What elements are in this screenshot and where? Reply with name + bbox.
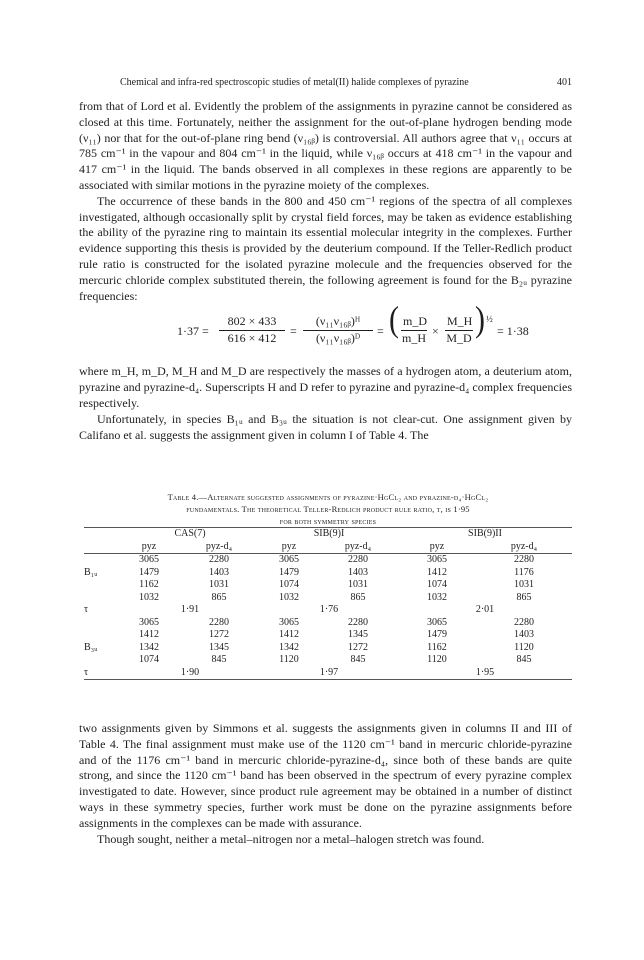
eq-close-paren: ) [475, 299, 485, 340]
group-header-cas7: CAS(7) [174, 528, 206, 539]
table-row [84, 579, 572, 592]
table-cell: 2280 [209, 554, 229, 565]
table-cell: 1031 [514, 579, 534, 590]
table-cell: 2280 [514, 616, 534, 628]
tau-label: τ [84, 666, 89, 678]
table-cell: 1031 [348, 579, 368, 590]
eq-frac1-den: 616 × 412 [227, 331, 277, 346]
tau-value: 1·91 [180, 604, 200, 615]
eq-fraction-4 [445, 314, 473, 347]
eq-equals-2: = [377, 324, 384, 339]
table-cell: 3065 [427, 616, 447, 628]
table-cell: 2280 [348, 554, 368, 565]
table-row [84, 642, 572, 655]
eq-lhs: 1·37 = [177, 324, 209, 339]
table-cell: 1032 [279, 591, 299, 603]
table-caption [84, 491, 572, 527]
sub-header: pyz-d₄ [344, 540, 372, 552]
table-cell: 865 [211, 591, 227, 603]
table-cell: 1345 [209, 641, 229, 653]
tau-value: 1·97 [319, 666, 339, 678]
table-cell: 865 [516, 591, 532, 603]
table-row [84, 629, 572, 642]
table-cell: 1479 [427, 629, 447, 640]
running-title: Chemical and infra-red spectroscopic studies of metal(II) halide complexes of pyrazine [120, 77, 469, 88]
table-cell: 845 [516, 654, 532, 665]
sub-header: pyz [281, 540, 297, 552]
body-text-continued [79, 721, 572, 847]
table-row [84, 567, 572, 580]
table-cell: 1479 [279, 566, 299, 578]
eq-frac4-num: M_H [445, 314, 473, 331]
table-cell: 1162 [427, 641, 447, 653]
table-cell: 1403 [348, 566, 368, 578]
table-cell: 865 [350, 591, 366, 603]
table-cell: 845 [350, 654, 366, 665]
table-row [84, 617, 572, 630]
table-row [84, 592, 572, 605]
eq-frac4-den: M_D [446, 331, 472, 346]
table-cell: 1032 [427, 591, 447, 603]
table-cell: 1176 [514, 566, 534, 578]
table-cell: 1479 [139, 566, 159, 578]
table-cell: 1074 [427, 579, 447, 590]
table-cell: 1162 [139, 579, 159, 590]
species-label: B₁ᵤ [84, 566, 98, 578]
sub-header: pyz-d₄ [205, 540, 233, 552]
table-cell: 2280 [348, 616, 368, 628]
table-cell: 1412 [279, 629, 299, 640]
paragraph-1: from that of Lord et al. Evidently the problem of the assignments in pyrazine cannot be considered as closed at this time. Fortunately, neither the assignment for the out-of-plane hydrogen bending mode (ν₁₁) nor that for the out-of-plane ring bend (ν₁₆ᵦ) is controversial. All authors agree that ν₁₁ occurs at 785 cm⁻¹ in the vapour and 804 cm⁻¹ in the liquid, while ν₁₆ᵦ occurs at 418 cm⁻¹ in the vapour and 417 cm⁻¹ in the liquid. The bands observed in all complexes in these regions are apparently to be associated with similar motions in the pyrazine moiety of the complexes. [79, 99, 572, 192]
eq-exponent: ½ [486, 314, 493, 325]
eq-frac3-num: m_D [401, 314, 427, 331]
tau-value: 1·95 [475, 666, 495, 678]
table-cell: 1403 [209, 566, 229, 578]
paragraph-5: two assignments given by Simmons et al. suggests the assignments given in columns II and III of Table 4. The final assignment must make use of the 1120 cm⁻¹ band in mercuric chloride-pyrazine and of the 1176 cm⁻¹ band in mercuric chloride-pyrazine-d₄, since both of these bands are quite strong, and since the 1120 cm⁻¹ band has been observed in the spectrum of every pyrazine complex investigated to date. However, since product rule agreement may be obtained in a number of distinct ways in these symmetry species, further work must be done on the pyrazine assignments before assignments in the complexes can be made with assurance. [79, 721, 572, 830]
tau-value: 1·90 [180, 666, 200, 678]
eq-open-paren: ( [389, 299, 399, 340]
table-cell: 3065 [139, 616, 159, 628]
table-cell: 1342 [139, 641, 159, 653]
eq-fraction-1 [219, 314, 285, 347]
table-cell: 1403 [514, 629, 534, 640]
table-cell: 2280 [209, 616, 229, 628]
eq-equals-1: = [290, 324, 297, 339]
table-cell: 1412 [427, 566, 447, 578]
sub-header: pyz [429, 540, 445, 552]
paragraph-2: The occurrence of these bands in the 800 and 450 cm⁻¹ regions of the spectra of all complexes investigated, although occasionally split by crystal field forces, may be taken as evidence establishing the ability of the pyrazine ring to maintain its essential molecular integrity in the complexes. Further evidence supporting this thesis is provided by the deuterium compound. If the Teller-Redlich product rule ratio is constructed for the isolated pyrazine molecule and the frequencies observed for the mercuric chloride complex substituted therein, the following agreement is found for the B₂ᵤ pyrazine frequencies: [79, 193, 572, 303]
species-label: B₃ᵤ [84, 641, 98, 653]
eq-frac3-den: m_H [402, 331, 426, 346]
table-cell: 1272 [348, 641, 368, 653]
table-cell: 3065 [139, 554, 159, 565]
tau-label: τ [84, 604, 89, 615]
tau-value: 2·01 [475, 604, 495, 615]
group-header-sib9-i: SIB(9)I [313, 528, 345, 539]
table-cell: 1031 [209, 579, 229, 590]
eq-fraction-3 [401, 314, 427, 347]
caption-line-2: fundamentals. The theoretical Teller-Redlich product rule ratio, τ, is 1·95 [186, 504, 470, 514]
product-rule-equation [79, 299, 572, 360]
table-cell: 3065 [279, 554, 299, 565]
table-cell: 1074 [279, 579, 299, 590]
eq-rhs: = 1·38 [497, 324, 529, 339]
table-cell: 1345 [348, 629, 368, 640]
caption-line-3: for both symmetry species [279, 516, 377, 526]
paragraph-3: where m_H, m_D, M_H and M_D are respectively the masses of a hydrogen atom, a deuterium atom, pyrazine and pyrazine-d₄. Superscripts H and D refer to pyrazine and pyrazine-d₄ complex frequencies respectively. [79, 364, 572, 410]
tau-row [84, 604, 572, 617]
sub-header: pyz [141, 540, 157, 552]
table-cell: 1412 [139, 629, 159, 640]
table-row [84, 654, 572, 667]
eq-frac1-num: 802 × 433 [219, 314, 285, 331]
eq-frac2-num: (ν₁₁ν₁₆ᵦ)ᴴ [303, 314, 373, 331]
group-header-sib9-ii: SIB(9)II [468, 528, 502, 539]
table-cell: 1342 [279, 641, 299, 653]
eq-times: × [432, 324, 439, 339]
sub-header: pyz-d₄ [510, 540, 538, 552]
table-cell: 1272 [209, 629, 229, 640]
table-cell: 3065 [279, 616, 299, 628]
body-text [79, 99, 572, 443]
table-cell: 1120 [427, 654, 447, 665]
eq-fraction-2 [303, 314, 373, 347]
table-cell: 1074 [139, 654, 159, 665]
page-number: 401 [557, 77, 572, 88]
table-cell: 1120 [279, 654, 299, 665]
table-cell: 845 [211, 654, 227, 665]
caption-line-1: Table 4.—Alternate suggested assignments of pyrazine·HgCl₂ and pyrazine-d₄·HgCl₂ [167, 492, 489, 502]
table-cell: 1120 [514, 641, 534, 653]
table-cell: 2280 [514, 554, 534, 565]
tau-value: 1·76 [319, 604, 339, 615]
table-cell: 3065 [427, 554, 447, 565]
table-row [84, 554, 572, 567]
paragraph-6: Though sought, neither a metal–nitrogen nor a metal–halogen stretch was found. [97, 831, 485, 846]
table-cell: 1032 [139, 591, 159, 603]
tau-row [84, 667, 572, 680]
assignments-table [84, 527, 572, 682]
paragraph-4: Unfortunately, in species B₁ᵤ and B₃ᵤ the situation is not clear-cut. One assignment given by Califano et al. suggests the assignment given in column I of Table 4. The [79, 411, 572, 442]
eq-frac2-den: (ν₁₁ν₁₆ᵦ)ᴰ [315, 331, 361, 346]
